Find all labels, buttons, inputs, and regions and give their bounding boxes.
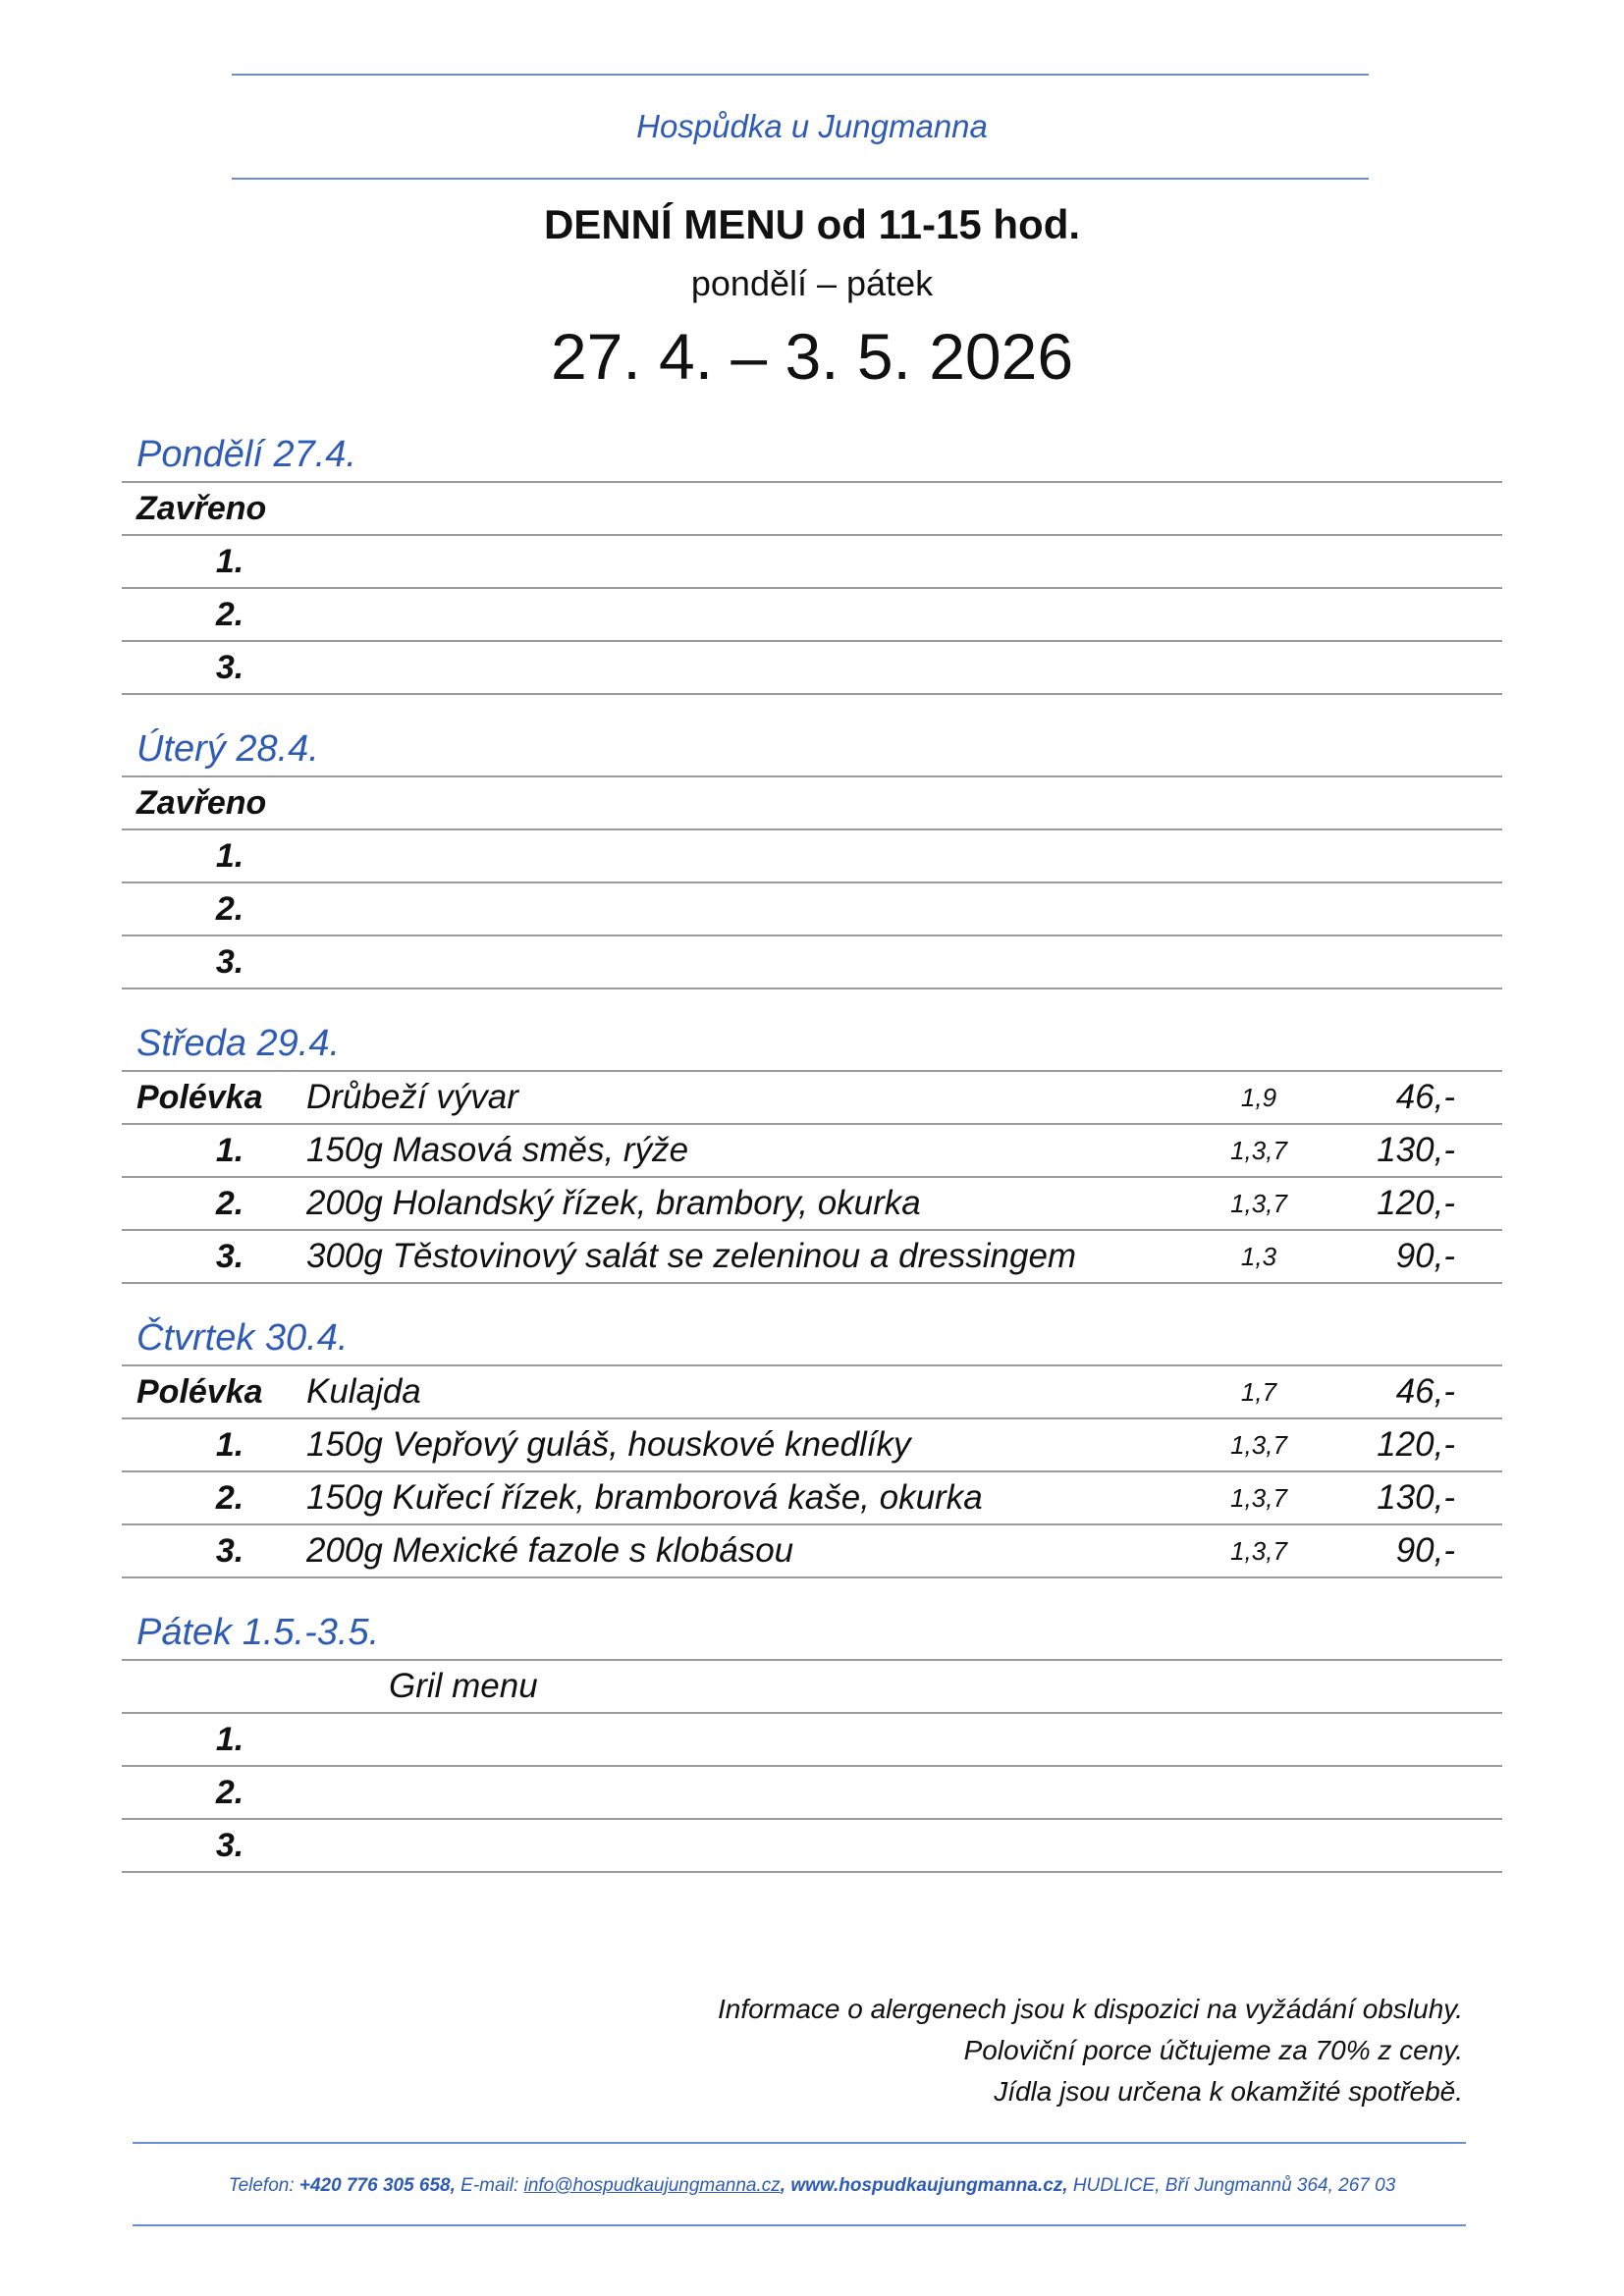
allergen-codes: 1,3,7 — [1230, 1536, 1287, 1566]
menu-row — [122, 1820, 1502, 1873]
day-title: Čtvrtek 30.4. — [136, 1317, 349, 1359]
menu-row — [122, 1072, 1502, 1125]
footer-contact — [0, 2175, 1624, 2197]
dish-price: 120,- — [1377, 1425, 1455, 1464]
item-number: 1. — [215, 1426, 244, 1464]
item-number: 2. — [215, 596, 244, 633]
item-number: 3. — [215, 1827, 244, 1864]
menu-row — [122, 1714, 1502, 1767]
address-text: HUDLICE, Bří Jungmannů 364, 267 03 — [1067, 2175, 1396, 2196]
email-label: E-mail: — [455, 2175, 524, 2196]
day-title: Středa 29.4. — [136, 1023, 341, 1064]
restaurant-name: Hospůdka u Jungmanna — [636, 108, 988, 144]
header-top-rule — [232, 74, 1369, 76]
menu-days-range: pondělí – pátek — [690, 263, 934, 303]
allergen-codes: 1,3,7 — [1230, 1430, 1287, 1460]
dish-price: 90,- — [1395, 1531, 1455, 1570]
menu-row — [122, 1178, 1502, 1231]
item-number: 2. — [215, 1479, 244, 1517]
info-notes — [718, 1989, 1463, 2112]
item-number: 2. — [215, 890, 244, 928]
phone-label: Telefon: — [228, 2175, 299, 2196]
menu-row — [122, 1125, 1502, 1178]
dish-price: 120,- — [1377, 1184, 1455, 1222]
dish-name: 200g Mexické fazole s klobásou — [306, 1531, 794, 1570]
menu-row — [122, 1231, 1502, 1284]
allergen-codes: 1,3,7 — [1230, 1483, 1287, 1513]
half-portion-note: Poloviční porce účtujeme za 70% z ceny. — [963, 2035, 1463, 2065]
dish-name: Drůbeží vývar — [306, 1078, 518, 1116]
menu-row — [122, 1661, 1502, 1714]
dish-name: 200g Holandský řízek, brambory, okurka — [306, 1184, 921, 1222]
menu-row — [122, 1525, 1502, 1578]
allergen-codes: 1,3,7 — [1230, 1136, 1287, 1165]
dish-name: 150g Vepřový guláš, houskové knedlíky — [306, 1425, 911, 1464]
menu-row — [122, 589, 1502, 642]
footer-top-rule — [133, 2142, 1466, 2144]
day-title: Pondělí 27.4. — [136, 434, 356, 475]
row-label: Zavřeno — [136, 490, 267, 527]
menu-row — [122, 936, 1502, 989]
header-bottom-rule — [232, 178, 1369, 180]
dish-price: 130,- — [1377, 1131, 1455, 1169]
item-number: 3. — [215, 1238, 244, 1275]
dish-price: 46,- — [1395, 1078, 1455, 1116]
dish-name: Gril menu — [389, 1667, 538, 1705]
allergen-codes: 1,3,7 — [1230, 1189, 1287, 1218]
menu-table — [122, 1364, 1502, 1578]
menu-date-range: 27. 4. – 3. 5. 2026 — [550, 320, 1074, 393]
item-number: 3. — [215, 1532, 244, 1570]
menu-row — [122, 1419, 1502, 1472]
item-number: 1. — [215, 837, 244, 875]
menu-table — [122, 1659, 1502, 1873]
dish-price: 46,- — [1395, 1372, 1455, 1411]
dish-price: 90,- — [1395, 1237, 1455, 1275]
menu-table — [122, 775, 1502, 989]
row-label: Polévka — [136, 1373, 263, 1411]
allergen-codes: 1,9 — [1240, 1083, 1277, 1112]
item-number: 3. — [215, 943, 244, 981]
row-label: Zavřeno — [136, 784, 267, 822]
item-number: 2. — [215, 1185, 244, 1222]
item-number: 1. — [215, 1132, 244, 1169]
dish-name: Kulajda — [306, 1372, 421, 1411]
item-number: 1. — [215, 543, 244, 580]
menu-row — [122, 642, 1502, 695]
email-link[interactable]: info@hospudkaujungmanna.cz — [523, 2175, 781, 2196]
dish-name: 150g Kuřecí řízek, bramborová kaše, okurka — [306, 1478, 983, 1517]
dish-name: 150g Masová směs, rýže — [306, 1131, 689, 1169]
menu-title: DENNÍ MENU od 11-15 hod. — [543, 201, 1081, 247]
dish-name: 300g Těstovinový salát se zeleninou a dressingem — [306, 1237, 1077, 1275]
menu-row — [122, 536, 1502, 589]
day-title: Pátek 1.5.-3.5. — [136, 1612, 380, 1653]
website-link[interactable]: , www.hospudkaujungmanna.cz, — [780, 2175, 1068, 2196]
menu-row — [122, 830, 1502, 883]
menu-row — [122, 483, 1502, 536]
menu-table — [122, 1070, 1502, 1284]
menu-row — [122, 1767, 1502, 1820]
menu-row — [122, 1366, 1502, 1419]
allergen-codes: 1,3 — [1240, 1242, 1277, 1271]
item-number: 2. — [215, 1774, 244, 1811]
menu-row — [122, 777, 1502, 830]
allergen-codes: 1,7 — [1240, 1377, 1277, 1407]
menu-table — [122, 481, 1502, 695]
dish-price: 130,- — [1377, 1478, 1455, 1517]
day-title: Úterý 28.4. — [136, 728, 319, 770]
phone-number: +420 776 305 658, — [298, 2175, 456, 2196]
item-number: 3. — [215, 649, 244, 686]
menu-row — [122, 1472, 1502, 1525]
item-number: 1. — [215, 1721, 244, 1758]
allergen-note: Informace o alergenech jsou k dispozici na vyžádání obsluhy. — [717, 1994, 1463, 2024]
footer-bottom-rule — [133, 2224, 1466, 2226]
consumption-note: Jídla jsou určena k okamžité spotřebě. — [994, 2076, 1463, 2107]
menu-row — [122, 883, 1502, 936]
row-label: Polévka — [136, 1079, 263, 1116]
